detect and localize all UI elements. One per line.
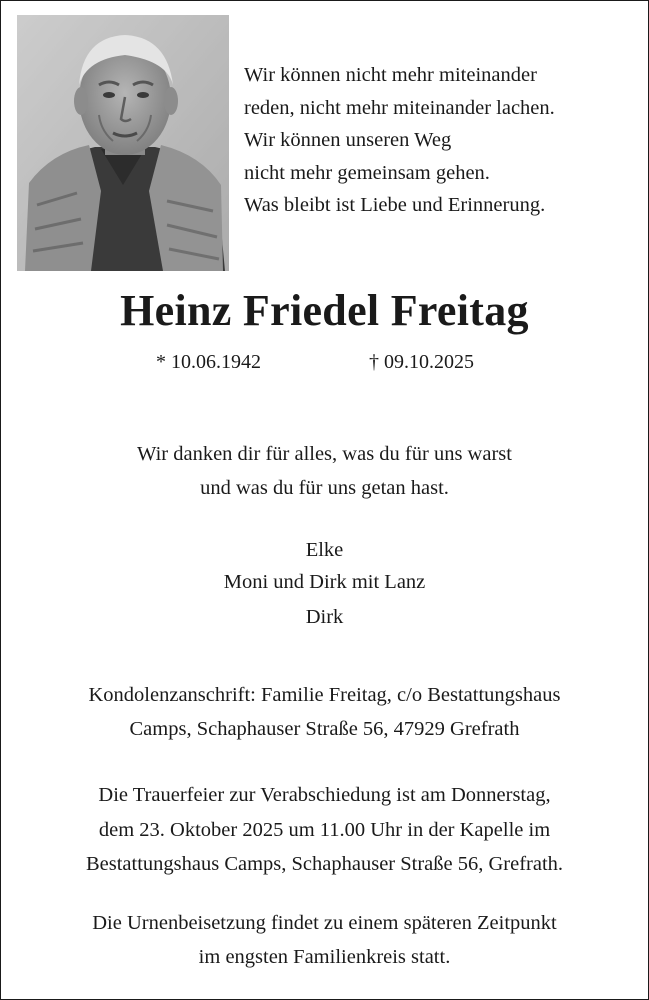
- urn-line: Die Urnenbeisetzung findet zu einem späteren Zeitpunkt: [92, 912, 557, 934]
- urn-line: im engsten Familienkreis statt.: [198, 945, 451, 968]
- portrait-illustration: [17, 15, 229, 271]
- mourner-name: Elke: [305, 539, 344, 561]
- poem-line: Wir können nicht mehr miteinander: [244, 64, 537, 86]
- poem-line: Wir können unseren Weg: [244, 129, 452, 152]
- ceremony-line: Bestattungshaus Camps, Schaphauser Straße 56, Grefrath.: [85, 853, 564, 875]
- funeral-ceremony-info: [1, 778, 648, 882]
- poem-line: nicht mehr gemeinsam gehen.: [244, 161, 490, 184]
- ceremony-line: Die Trauerfeier zur Verabschiedung ist am Donnerstag,: [98, 784, 551, 806]
- thanks-line: und was du für uns getan hast.: [200, 477, 449, 499]
- mourners-list: [1, 535, 648, 634]
- poem-line: Was bleibt ist Liebe und Erinnerung.: [244, 194, 546, 217]
- memorial-poem: [244, 59, 555, 222]
- mourner-name: Moni und Dirk mit Lanz: [223, 570, 426, 593]
- ceremony-line: dem 23. Oktober 2025 um 11.00 Uhr in der Kapelle im: [98, 818, 551, 841]
- birth-date: * 10.06.1942: [156, 351, 261, 373]
- deceased-name: Heinz Friedel Freitag: [120, 286, 529, 335]
- urn-burial-info: [1, 907, 648, 974]
- thanks-line: Wir danken dir für alles, was du für uns warst: [137, 443, 512, 465]
- condolence-line: Camps, Schaphauser Straße 56, 47929 Grefrath: [129, 717, 520, 740]
- thanks-message: [1, 437, 648, 505]
- death-date: † 09.10.2025: [369, 351, 474, 373]
- poem-line: reden, nicht mehr miteinander lachen.: [244, 96, 555, 119]
- condolence-address: [1, 679, 648, 746]
- mourner-name: Dirk: [305, 606, 344, 628]
- condolence-line: Kondolenzanschrift: Familie Freitag, c/o Bestattungshaus: [88, 684, 561, 706]
- portrait-photo: [17, 15, 229, 271]
